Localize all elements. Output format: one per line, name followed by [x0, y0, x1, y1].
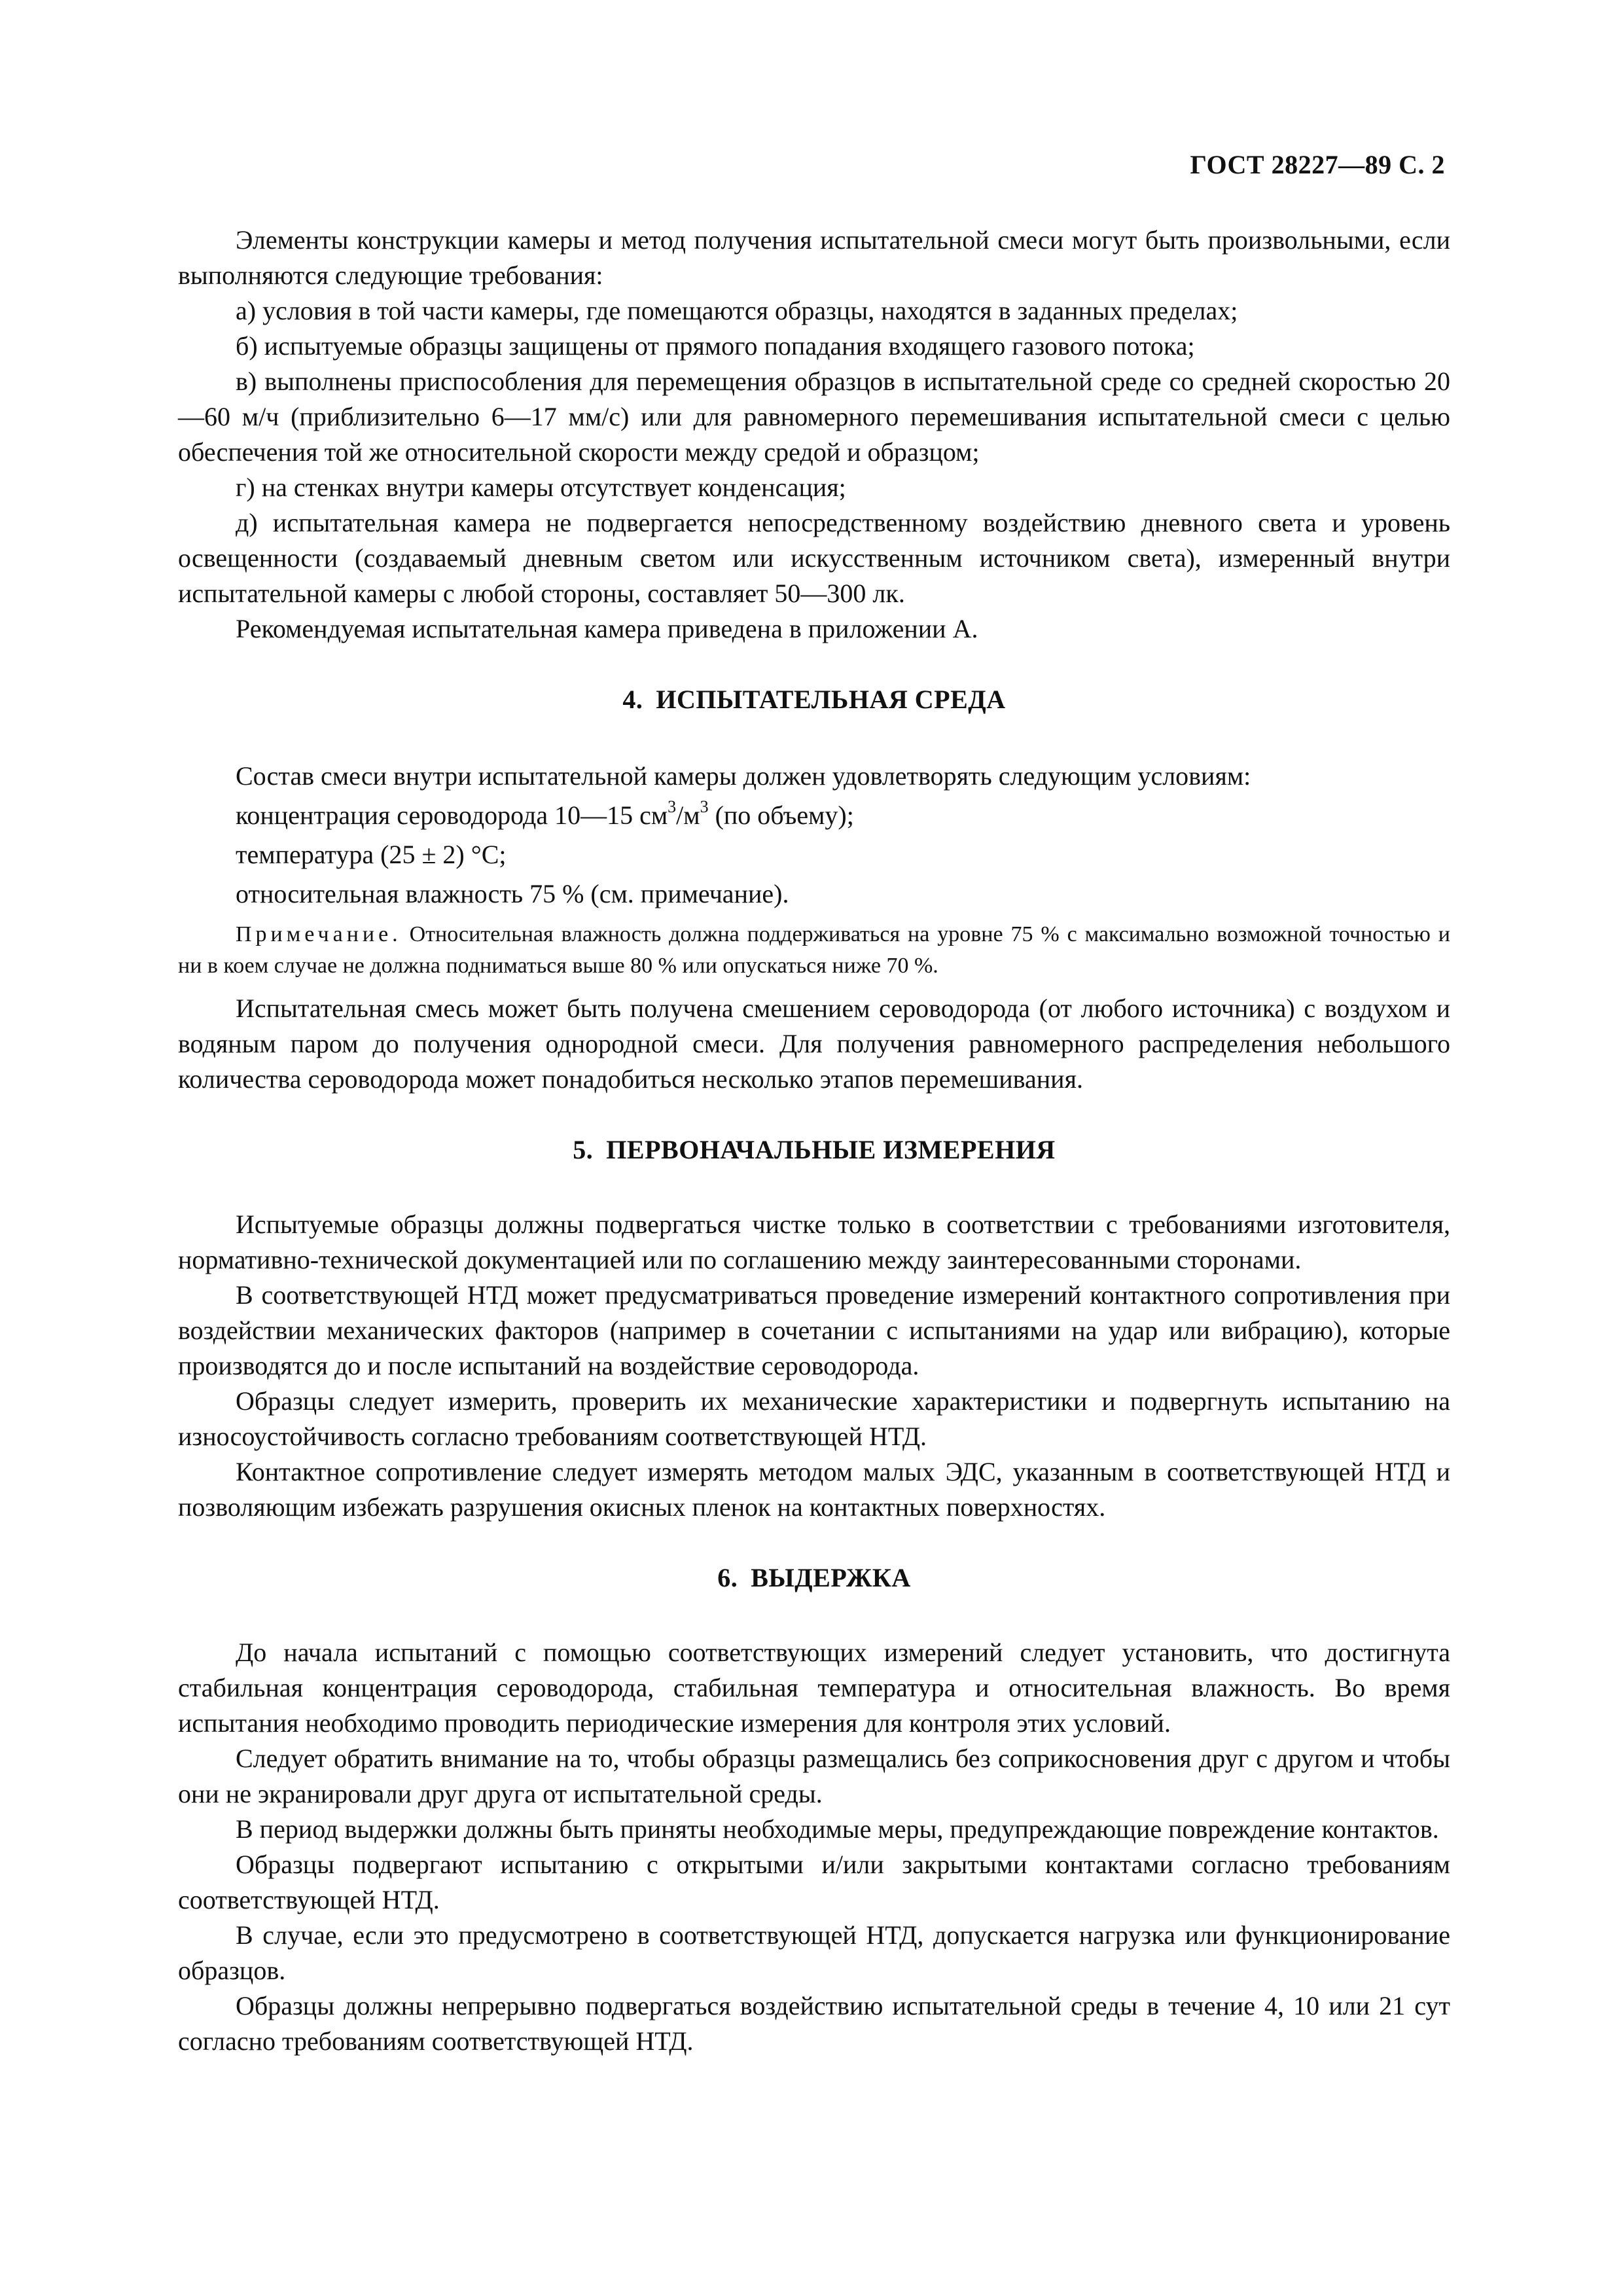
- section-4-heading: [178, 682, 1450, 717]
- section-4-body: [178, 757, 1450, 914]
- recommended-chamber-note: Рекомендуемая испытательная камера приведена в приложении А.: [236, 614, 978, 643]
- concentration-text: концентрация сероводорода 10—15 см: [236, 800, 668, 830]
- concentration-sup-1: 3: [668, 797, 677, 816]
- section-4-number: 4.: [622, 685, 643, 714]
- condition-humidity: относительная влажность 75 % (см. примечание).: [236, 879, 789, 908]
- requirement-a: а) условия в той части камеры, где помещаются образцы, находятся в заданных пределах;: [236, 296, 1238, 325]
- requirement-g: г) на стенках внутри камеры отсутствует конденсация;: [236, 473, 846, 502]
- page-content: [178, 223, 1450, 2059]
- concentration-mid: /м: [676, 800, 700, 830]
- humidity-note: [178, 919, 1450, 982]
- intro-paragraph: Элементы конструкции камеры и метод получения испытательной смеси могут быть произвольными, если выполняются следующие требования:: [178, 225, 1450, 290]
- section-5-paragraph-2: В соответствующей НТД может предусматриваться проведение измерений контактного сопротивления при воздействии механических факторов (например в сочетании с испытаниями на удар или вибрацию), которые производятся до и после испытаний на воздействие сероводорода.: [178, 1280, 1450, 1380]
- composition-lead: Состав смеси внутри испытательной камеры должен удовлетворять следующим условиям:: [236, 761, 1251, 791]
- section-4-title: ИСПЫТАТЕЛЬНАЯ СРЕДА: [656, 685, 1006, 714]
- section-6-paragraph-4: Образцы подвергают испытанию с открытыми и/или закрытыми контактами согласно требованиям соответствующей НТД.: [178, 1850, 1450, 1914]
- section-6-number: 6.: [717, 1563, 738, 1592]
- section-6-paragraph-1: До начала испытаний с помощью соответствующих измерений следует установить, что достигнута стабильная концентрация сероводорода, стабильная температура и относительная влажность. Во время испытания необходимо проводить периодические измерения для контроля этих условий.: [178, 1638, 1450, 1738]
- concentration-tail: (по объему);: [708, 800, 854, 830]
- section-6-paragraph-6: Образцы должны непрерывно подвергаться воздействию испытательной среды в течение 4, 10 или 21 сут согласно требованиям соответствующей НТД.: [178, 1991, 1450, 2056]
- section-5-paragraph-4: Контактное сопротивление следует измерять методом малых ЭДС, указанным в соответствующей НТД и позволяющим избежать разрушения окисных пленок на контактных поверхностях.: [178, 1457, 1450, 1522]
- section-5-paragraph-3: Образцы следует измерить, проверить их механические характеристики и подвергнуть испытанию на износоустойчивость согласно требованиям соответствующей НТД.: [178, 1386, 1450, 1451]
- section-6-title: ВЫДЕРЖКА: [751, 1563, 911, 1592]
- section-5-number: 5.: [573, 1135, 594, 1164]
- page-header: ГОСТ 28227—89 С. 2: [1190, 150, 1445, 179]
- section-5-title: ПЕРВОНАЧАЛЬНЫЕ ИЗМЕРЕНИЯ: [606, 1135, 1056, 1164]
- note-label: Примечание.: [236, 922, 402, 946]
- requirement-d: д) испытательная камера не подвергается непосредственному воздействию дневного света и уровень освещенности (создаваемый дневным светом или искусственным источником света), измеренный внутри испытательной камеры с любой стороны, составляет 50—300 лк.: [178, 508, 1450, 608]
- note-text: Относительная влажность должна поддерживаться на уровне 75 % с максимально возможной точностью и ни в коем случае не должна подниматься выше 80 % или опускаться ниже 70 %.: [178, 922, 1450, 978]
- requirement-b: б) испытуемые образцы защищены от прямого попадания входящего газового потока;: [236, 331, 1195, 361]
- condition-concentration: [178, 796, 1450, 835]
- section-5-paragraph-1: Испытуемые образцы должны подвергаться чистке только в соответствии с требованиями изготовителя, нормативно-технической документацией или по соглашению между заинтересованными сторонами.: [178, 1210, 1450, 1274]
- requirement-v: в) выполнены приспособления для перемещения образцов в испытательной среде со средней скоростью 20—60 м/ч (приблизительно 6—17 мм/с) или для равномерного перемешивания испытательной смеси с целью обеспечения той же относительной скорости между средой и образцом;: [178, 367, 1450, 467]
- section-6-paragraph-2: Следует обратить внимание на то, чтобы образцы размещались без соприкосновения друг с другом и чтобы они не экранировали друг друга от испытательной среды.: [178, 1744, 1450, 1808]
- concentration-sup-2: 3: [700, 797, 709, 816]
- section-5-heading: [178, 1132, 1450, 1168]
- section-6-paragraph-3: В период выдержки должны быть приняты необходимые меры, предупреждающие повреждение контактов.: [236, 1814, 1439, 1844]
- condition-temperature: температура (25 ± 2) °С;: [236, 840, 507, 869]
- mixture-paragraph: Испытательная смесь может быть получена смешением сероводорода (от любого источника) с воздухом и водяным паром до получения однородной смеси. Для получения равномерного распределения небольшого количества сероводорода может понадобиться несколько этапов перемешивания.: [178, 994, 1450, 1094]
- section-6-heading: [178, 1560, 1450, 1596]
- section-6-paragraph-5: В случае, если это предусмотрено в соответствующей НТД, допускается нагрузка или функционирование образцов.: [178, 1920, 1450, 1985]
